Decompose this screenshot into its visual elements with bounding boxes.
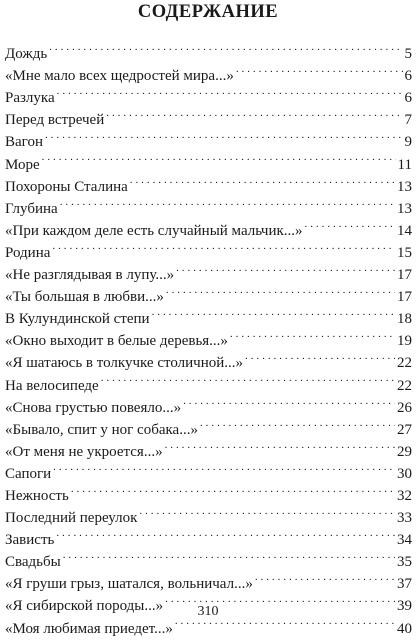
toc-entry-page: 6 <box>404 68 412 85</box>
dot-leader <box>305 213 395 235</box>
toc-entry-page: 32 <box>397 487 412 504</box>
toc-entry-title: «Я сибирской породы...» <box>5 598 164 615</box>
toc-entry <box>5 544 412 571</box>
toc-entry-page: 5 <box>404 46 412 63</box>
dot-leader <box>57 80 403 102</box>
toc-entry-page: 26 <box>397 399 412 416</box>
page-heading: СОДЕРЖАНИЕ <box>137 2 279 22</box>
page-number: 310 <box>197 604 219 619</box>
toc-entry-title: В Кулундинской степи <box>5 311 150 328</box>
toc-entry-title: «При каждом деле есть случайный мальчик...» <box>5 222 303 239</box>
toc-entry-title: Разлука <box>5 90 55 107</box>
toc-entry-page: 34 <box>397 532 412 549</box>
toc-entry-title: «Окно выходит в белые деревья...» <box>5 333 228 350</box>
toc-entry-title: Дождь <box>5 46 48 63</box>
dot-leader <box>152 301 395 323</box>
toc-entry-title: Зависть <box>5 532 55 549</box>
toc-entry-page: 39 <box>397 598 412 615</box>
toc-entry-page: 11 <box>397 156 412 173</box>
toc-entry-title: «Моя любимая приедет...» <box>5 620 173 637</box>
dot-leader <box>52 235 395 257</box>
toc-entry-title: На велосипеде <box>5 377 99 394</box>
toc-entry <box>5 456 412 482</box>
toc-entry-page: 13 <box>397 178 412 195</box>
toc-entry-title: «Снова грустью повеяло...» <box>5 399 182 416</box>
toc-entry-title: Сапоги <box>5 465 52 482</box>
toc-entry <box>5 58 412 85</box>
dot-leader <box>56 522 395 544</box>
dot-leader <box>245 345 395 367</box>
toc-entry-title: Нежность <box>5 487 69 504</box>
toc-entry-page: 6 <box>404 90 412 107</box>
toc-entry-page: 7 <box>404 112 412 129</box>
toc-entry-page: 30 <box>397 465 412 482</box>
dot-leader <box>236 58 403 80</box>
toc-entry-title: Море <box>5 156 40 173</box>
dot-leader <box>101 367 395 389</box>
toc-entry-page: 13 <box>397 200 412 217</box>
toc-entry-page: 9 <box>404 134 412 151</box>
toc-entry-page: 19 <box>397 333 412 350</box>
toc-entry-page: 17 <box>397 289 412 306</box>
dot-leader <box>53 456 395 478</box>
toc-entry-title: Похороны Сталина <box>5 178 128 195</box>
toc-entry-page: 22 <box>397 377 412 394</box>
dot-leader <box>106 102 402 124</box>
dot-leader <box>71 478 395 500</box>
toc-entry <box>5 257 412 284</box>
toc-entry <box>5 566 412 593</box>
toc-entry-title: «Не разглядывая в лупу...» <box>5 267 175 284</box>
toc-entry <box>5 235 412 261</box>
toc-entry-title: Свадьбы <box>5 554 61 571</box>
dot-leader <box>63 544 395 566</box>
dot-leader <box>166 279 395 301</box>
toc-entry-page: 15 <box>397 244 412 261</box>
toc-entry-title: «Мне мало всех щедростей мира...» <box>5 68 234 85</box>
toc-entry <box>5 124 412 151</box>
dot-leader <box>255 566 395 588</box>
dot-leader <box>230 323 395 345</box>
dot-leader <box>183 390 395 412</box>
toc-entry-page: 33 <box>397 510 412 527</box>
toc-entry-page: 17 <box>397 267 412 284</box>
toc-entry-title: Глубина <box>5 200 58 217</box>
toc-entry-title: «Бывало, спит у ног собака...» <box>5 421 198 438</box>
dot-leader <box>45 124 403 146</box>
dot-leader <box>130 169 395 191</box>
toc-entry-title: Родина <box>5 244 51 261</box>
toc-entry-title: Перед встречей <box>5 112 105 129</box>
toc-entry-page: 40 <box>397 620 412 637</box>
toc-entry <box>5 522 412 549</box>
dot-leader <box>176 257 395 279</box>
dot-leader <box>42 146 396 168</box>
toc-entry-page: 29 <box>397 443 412 460</box>
toc-entry-title: Последний переулок <box>5 510 138 527</box>
dot-leader <box>200 412 395 434</box>
dot-leader <box>60 191 395 213</box>
dot-leader <box>49 36 402 58</box>
toc-entry-title: «От меня не укроется...» <box>5 443 163 460</box>
toc-entry-page: 18 <box>397 311 412 328</box>
toc-entry-page: 37 <box>397 576 412 593</box>
toc-entry <box>5 169 412 195</box>
toc-entry <box>5 80 412 107</box>
toc-entry-title: «Я шатаюсь в толкучке столичной...» <box>5 355 244 372</box>
toc-entry-page: 22 <box>397 355 412 372</box>
toc-entry-title: Вагон <box>5 134 43 151</box>
toc-entry <box>5 102 412 129</box>
dot-leader <box>165 434 395 456</box>
toc-entry <box>5 191 412 217</box>
toc-entry-page: 35 <box>397 554 412 571</box>
toc-entry <box>5 213 412 239</box>
toc-entry <box>5 478 412 504</box>
table-of-contents <box>5 36 412 637</box>
toc-entry-page: 14 <box>397 222 412 239</box>
toc-entry-title: «Я груши грыз, шатался, вольничал...» <box>5 576 253 593</box>
toc-entry-title: «Ты большая в любви...» <box>5 289 164 306</box>
toc-entry-page: 27 <box>397 421 412 438</box>
dot-leader <box>139 500 395 522</box>
toc-entry <box>5 146 412 173</box>
toc-entry <box>5 36 412 63</box>
